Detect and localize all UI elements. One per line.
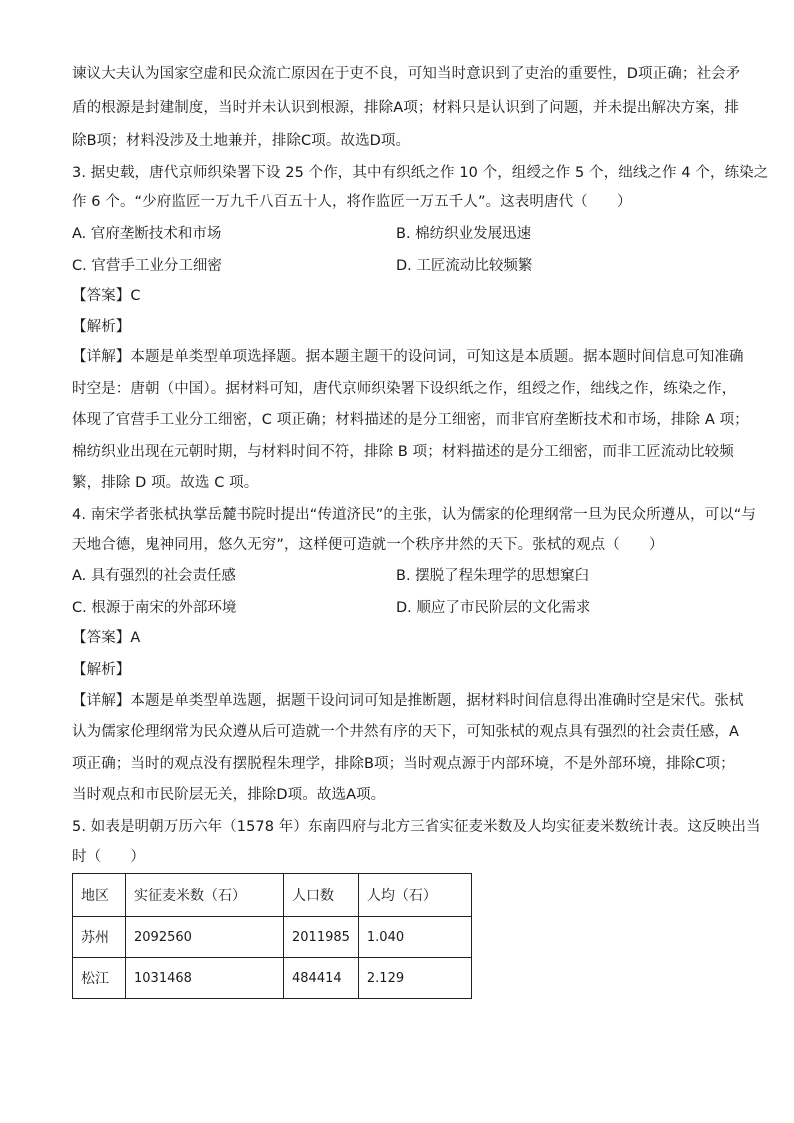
table-cell: 484414 [284, 958, 359, 999]
q3-option-d: D. 工匠流动比较频繁 [396, 258, 533, 274]
text-line: 时空是：唐朝（中国）。据材料可知，唐代京师织染署下设织纸之作，组绶之作，绌线之作，练染之作， [72, 381, 737, 397]
text-line: 【详解】本题是单类型单选题，据题干设问词可知是推断题，据材料时间信息得出准确时空是宋代。张栻 [72, 693, 744, 709]
text-line: 体现了官营手工业分工细密，C 项正确；材料描述的是分工细密，而非官府垄断技术和市场，排除 A 项； [72, 412, 749, 428]
text-line: 项正确；当时的观点没有摆脱程朱理学，排除B项；当时观点源于内部环境，不是外部环境，排除C项； [72, 756, 735, 772]
text-line: 盾的根源是封建制度，当时并未认识到根源，排除A项；材料只是认识到了问题，并未提出解决方案，排 [72, 100, 740, 116]
text-line: 【详解】本题是单类型单项选择题。据本题主题干的设问词，可知这是本质题。据本题时间信息可知准确 [72, 349, 744, 365]
table-cell: 1.040 [358, 917, 471, 958]
question-5-stem: 时（ ） [72, 849, 145, 865]
table-cell: 1031468 [126, 958, 284, 999]
q4-option-d: D. 顺应了市民阶层的文化需求 [396, 600, 591, 616]
table-cell: 2011985 [284, 917, 359, 958]
text-line: 棉纺织业出现在元朝时期，与材料时间不符，排除 B 项；材料描述的是分工细密，而非工匠流动比较频 [72, 444, 734, 460]
table-cell: 松江 [73, 958, 126, 999]
q4-answer: 【答案】A [72, 630, 141, 646]
q3-option-a: A. 官府垄断技术和市场 [72, 226, 222, 242]
question-4-stem: 4. 南宋学者张栻执掌岳麓书院时提出“传道济民”的主张，认为儒家的伦理纲常一旦为民众所遵从，可以“与 [72, 507, 756, 523]
table-cell: 苏州 [73, 917, 126, 958]
table-header-cell: 地区 [73, 874, 126, 917]
q3-answer: 【答案】C [72, 288, 141, 304]
q4-option-a: A. 具有强烈的社会责任感 [72, 568, 236, 584]
text-line: 除B项；材料没涉及土地兼并，排除C项。故选D项。 [72, 133, 411, 149]
q4-option-c: C. 根源于南宋的外部环境 [72, 600, 237, 616]
q3-option-b: B. 棉纺织业发展迅速 [396, 226, 532, 242]
q4-analysis-heading: 【解析】 [72, 662, 131, 678]
question-3-stem: 作 6 个。“少府监匠一万九千八百五十人，将作监匠一万五千人”。这表明唐代（ ） [72, 194, 632, 210]
question-5-stem: 5. 如表是明朝万历六年（1578 年）东南四府与北方三省实征麦米数及人均实征麦米数统计表。这反映出当 [72, 819, 761, 835]
q3-option-c: C. 官营手工业分工细密 [72, 258, 222, 274]
table-header-cell: 人均（石） [358, 874, 471, 917]
table-cell: 2.129 [358, 958, 471, 999]
table-header-cell: 实征麦米数（石） [126, 874, 284, 917]
question-3-stem: 3. 据史载，唐代京师织染署下设 25 个作，其中有织纸之作 10 个，组绶之作 5 个，绌线之作 4 个，练染之 [72, 165, 769, 181]
text-line: 当时观点和市民阶层无关，排除D项。故选A项。 [72, 787, 386, 803]
table-header-cell: 人口数 [284, 874, 359, 917]
q4-option-b: B. 摆脱了程朱理学的思想窠臼 [396, 568, 590, 584]
text-line: 认为儒家伦理纲常为民众遵从后可造就一个井然有序的天下，可知张栻的观点具有强烈的社会责任感，A [72, 724, 740, 740]
text-line: 繁，排除 D 项。故选 C 项。 [72, 475, 259, 491]
table-row [73, 958, 472, 999]
question-4-stem: 天地合德，鬼神同用，悠久无穷”，这样便可造就一个秩序井然的天下。张栻的观点（ ） [72, 537, 664, 553]
table-cell: 2092560 [126, 917, 284, 958]
text-line: 谏议大夫认为国家空虚和民众流亡原因在于吏不良，可知当时意识到了吏治的重要性，D项正确；社会矛 [72, 66, 741, 82]
grain-tax-table [72, 873, 472, 999]
table-row [73, 917, 472, 958]
table-header-row [73, 874, 472, 917]
q3-analysis-heading: 【解析】 [72, 319, 131, 335]
